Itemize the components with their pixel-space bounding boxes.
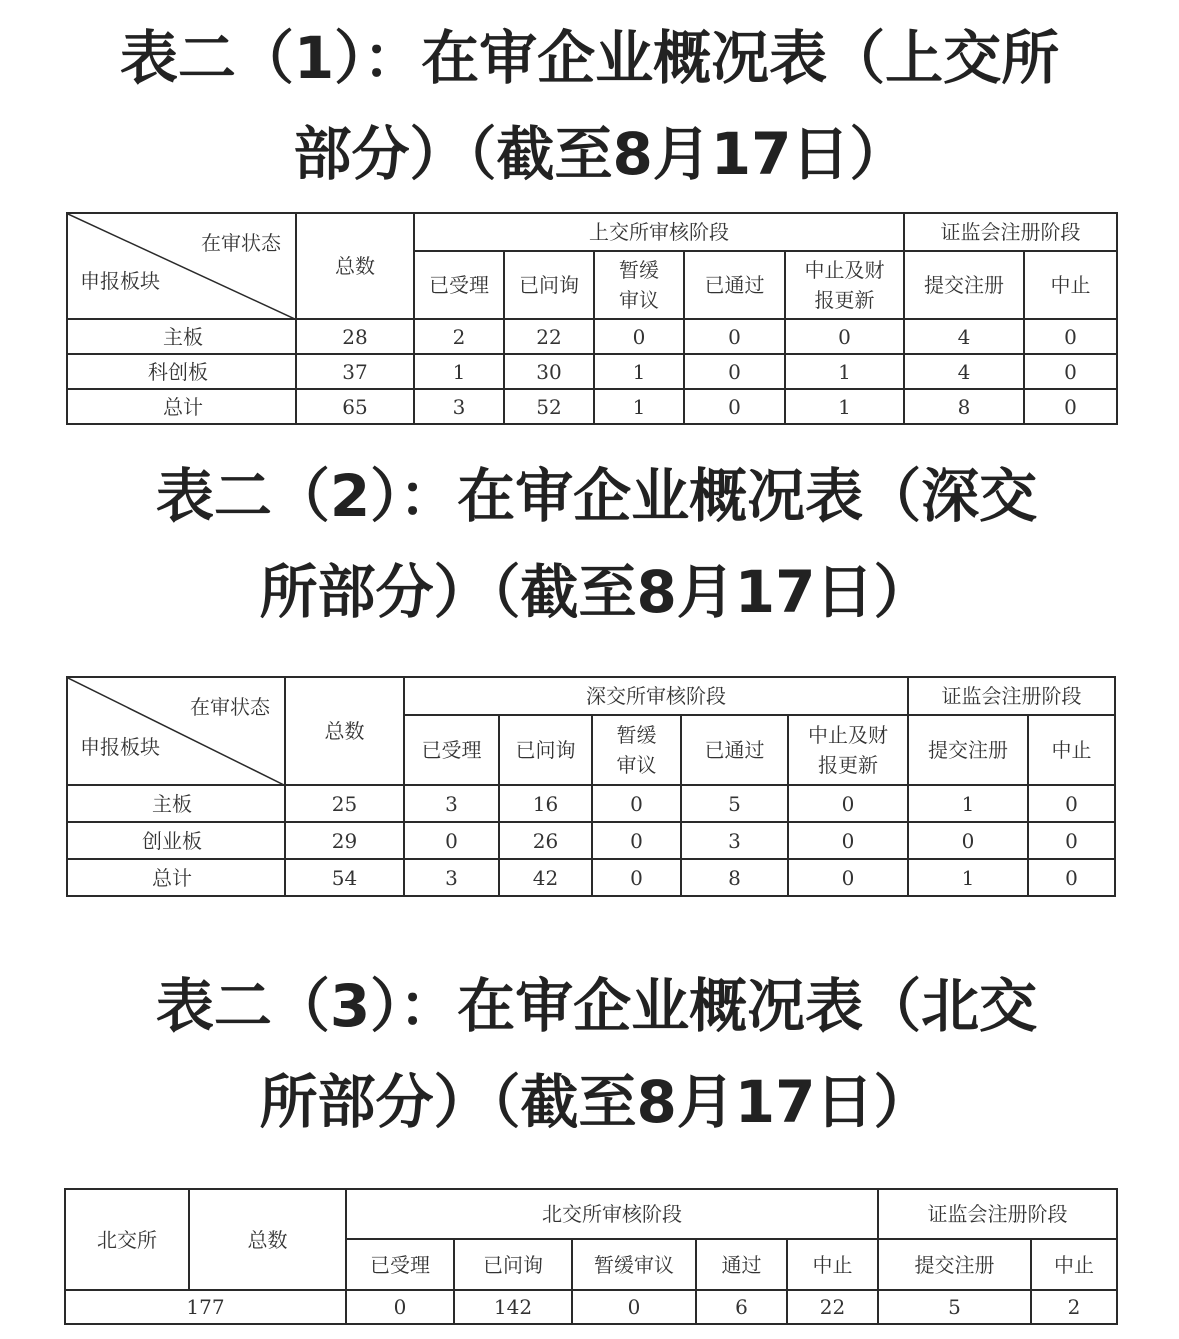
section-1-title — [0, 10, 1179, 202]
cell: 0 — [1028, 785, 1115, 822]
cell: 1 — [785, 389, 904, 424]
col-header: 已受理 — [404, 715, 499, 785]
table-row — [65, 1290, 1117, 1324]
col-header: 提交注册 — [878, 1239, 1031, 1290]
bse-table — [64, 1188, 1118, 1325]
cell: 0 — [592, 822, 681, 859]
table-row — [67, 319, 1117, 354]
cell: 5 — [681, 785, 788, 822]
col-header: 已通过 — [681, 715, 788, 785]
cell: 1 — [594, 354, 684, 389]
col-header: 已受理 — [414, 251, 504, 319]
col-header: 中止及财报更新 — [785, 251, 904, 319]
section-1-title-line2: 部分）（截至8月17日） — [293, 120, 908, 188]
cell: 142 — [454, 1290, 572, 1324]
col-header: 中止 — [1031, 1239, 1117, 1290]
cell: 54 — [285, 859, 404, 896]
cell: 177 — [65, 1290, 346, 1324]
status-label: 在审状态 — [190, 695, 270, 719]
row-label: 总计 — [67, 859, 285, 896]
col-header: 已问询 — [454, 1239, 572, 1290]
cell: 2 — [414, 319, 504, 354]
board-label: 申报板块 — [80, 269, 160, 293]
cell: 16 — [499, 785, 592, 822]
cell: 30 — [504, 354, 594, 389]
col-header: 已问询 — [499, 715, 592, 785]
csrc-header: 证监会注册阶段 — [878, 1189, 1117, 1239]
corner-header — [67, 213, 296, 319]
cell: 3 — [681, 822, 788, 859]
cell: 0 — [684, 319, 785, 354]
cell: 0 — [684, 354, 785, 389]
csrc-header: 证监会注册阶段 — [904, 213, 1117, 251]
section-2-title-line1: 表二（2）：在审企业概况表（深交 — [155, 462, 1038, 530]
csrc-header: 证监会注册阶段 — [908, 677, 1115, 715]
total-header: 总数 — [285, 677, 404, 785]
cell: 3 — [404, 785, 499, 822]
total-header: 总数 — [296, 213, 414, 319]
corner-header — [67, 677, 285, 785]
row-label: 总计 — [67, 389, 296, 424]
cell: 42 — [499, 859, 592, 896]
total-header: 总数 — [189, 1189, 346, 1290]
col-header: 通过 — [696, 1239, 787, 1290]
cell: 1 — [594, 389, 684, 424]
table-row — [67, 859, 1115, 896]
cell: 28 — [296, 319, 414, 354]
cell: 0 — [908, 822, 1028, 859]
cell: 0 — [1028, 859, 1115, 896]
table-row — [67, 785, 1115, 822]
row-label: 主板 — [67, 785, 285, 822]
cell: 0 — [594, 319, 684, 354]
cell: 8 — [904, 389, 1024, 424]
cell: 37 — [296, 354, 414, 389]
cell: 22 — [504, 319, 594, 354]
cell: 3 — [414, 389, 504, 424]
section-2-title — [0, 448, 1179, 640]
cell: 1 — [414, 354, 504, 389]
section-1-title-line1: 表二（1）：在审企业概况表（上交所 — [119, 24, 1060, 92]
stage-header: 北交所审核阶段 — [346, 1189, 878, 1239]
cell: 0 — [592, 859, 681, 896]
col-header: 提交注册 — [904, 251, 1024, 319]
table-row — [67, 822, 1115, 859]
table-row — [67, 354, 1117, 389]
cell: 0 — [788, 822, 908, 859]
cell: 0 — [1024, 389, 1117, 424]
cell: 0 — [788, 785, 908, 822]
cell: 0 — [1024, 319, 1117, 354]
cell: 65 — [296, 389, 414, 424]
table-row — [67, 389, 1117, 424]
col-header: 已问询 — [504, 251, 594, 319]
cell: 22 — [787, 1290, 878, 1324]
cell: 3 — [404, 859, 499, 896]
col-header: 已通过 — [684, 251, 785, 319]
section-2-title-line2: 所部分）（截至8月17日） — [259, 558, 932, 626]
cell: 0 — [404, 822, 499, 859]
cell: 29 — [285, 822, 404, 859]
board-label: 申报板块 — [80, 735, 160, 759]
col-header: 已受理 — [346, 1239, 454, 1290]
col-header: 中止 — [787, 1239, 878, 1290]
col-header: 暂缓审议 — [594, 251, 684, 319]
cell: 0 — [785, 319, 904, 354]
row-label: 主板 — [67, 319, 296, 354]
cell: 1 — [908, 859, 1028, 896]
cell: 0 — [684, 389, 785, 424]
sse-table — [66, 212, 1118, 425]
cell: 26 — [499, 822, 592, 859]
cell: 1 — [908, 785, 1028, 822]
col-header: 中止 — [1024, 251, 1117, 319]
cell: 0 — [1024, 354, 1117, 389]
cell: 0 — [1028, 822, 1115, 859]
cell: 0 — [592, 785, 681, 822]
col-header: 暂缓审议 — [572, 1239, 696, 1290]
col-header: 中止 — [1028, 715, 1115, 785]
cell: 2 — [1031, 1290, 1117, 1324]
cell: 6 — [696, 1290, 787, 1324]
status-label: 在审状态 — [201, 231, 281, 255]
cell: 4 — [904, 319, 1024, 354]
stage-header: 深交所审核阶段 — [404, 677, 908, 715]
cell: 5 — [878, 1290, 1031, 1324]
cell: 0 — [572, 1290, 696, 1324]
cell: 8 — [681, 859, 788, 896]
col-header: 暂缓审议 — [592, 715, 681, 785]
cell: 52 — [504, 389, 594, 424]
row-label: 创业板 — [67, 822, 285, 859]
stage-header: 上交所审核阶段 — [414, 213, 904, 251]
row-label: 科创板 — [67, 354, 296, 389]
cell: 1 — [785, 354, 904, 389]
col-header: 提交注册 — [908, 715, 1028, 785]
cell: 25 — [285, 785, 404, 822]
section-3-title-line2: 所部分）（截至8月17日） — [259, 1068, 932, 1136]
cell: 4 — [904, 354, 1024, 389]
cell: 0 — [346, 1290, 454, 1324]
section-3-title-line1: 表二（3）：在审企业概况表（北交 — [155, 972, 1038, 1040]
cell: 0 — [788, 859, 908, 896]
section-3-title — [0, 958, 1179, 1150]
szse-table — [66, 676, 1116, 897]
col-header: 中止及财报更新 — [788, 715, 908, 785]
exchange-label: 北交所 — [65, 1189, 189, 1290]
